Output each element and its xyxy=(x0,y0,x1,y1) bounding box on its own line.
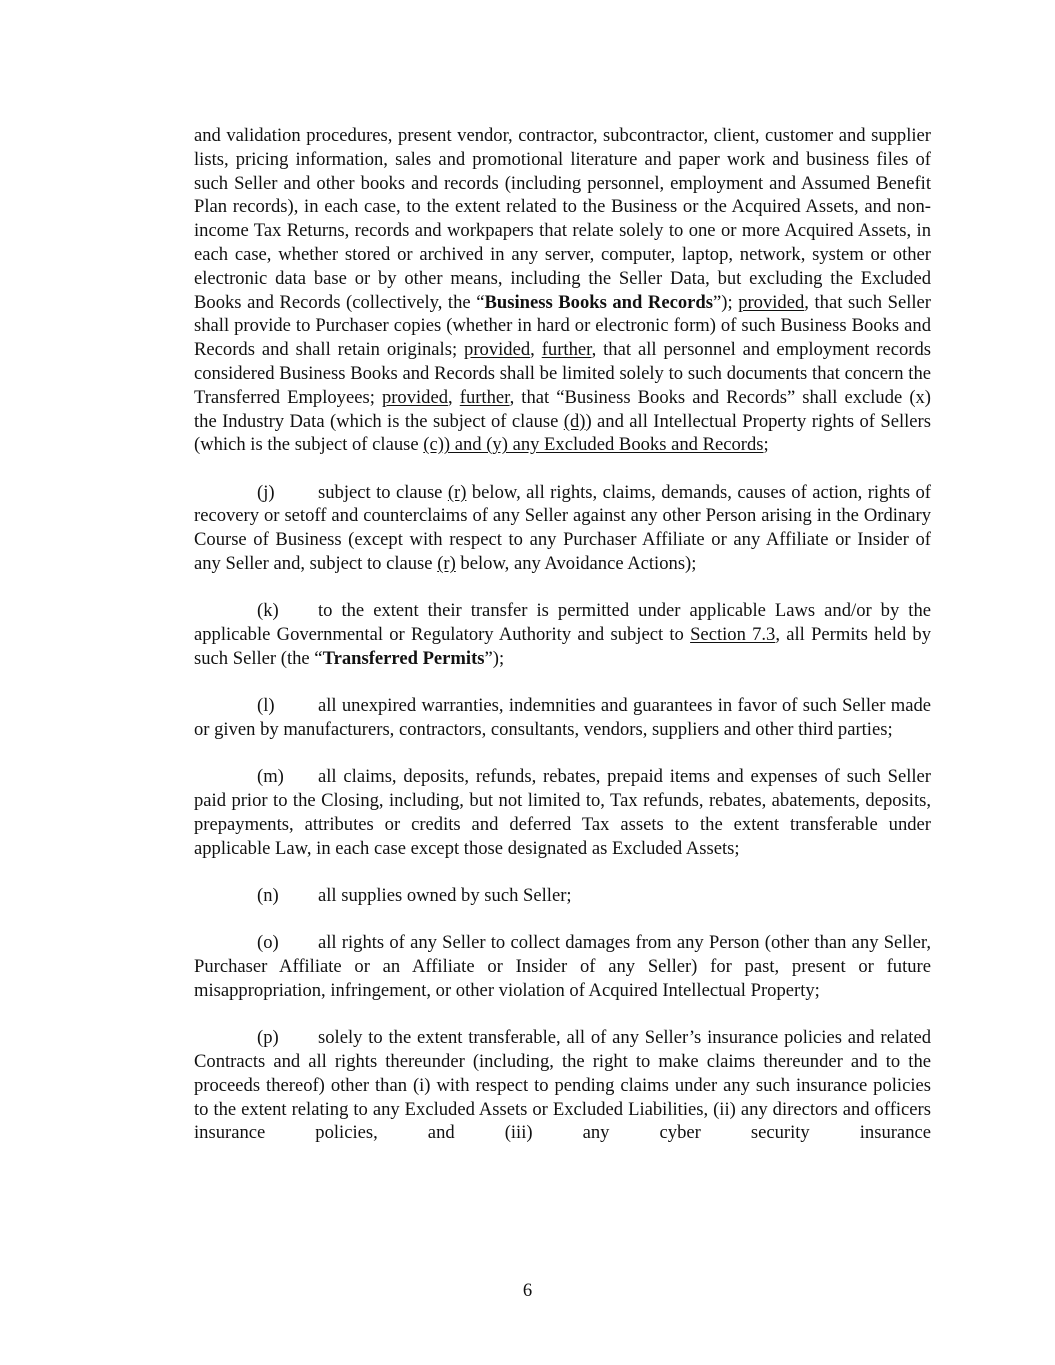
paragraph-k xyxy=(194,599,931,670)
clause-label: (k) xyxy=(257,600,279,622)
text-run: solely to the extent transferable, all of any Seller’s insurance policies and related Contracts and all rights thereunder (including, the right to make claims thereunder and to the proceeds thereof) other than (i) with respect to pending claims under any such insurance policies to the extent relating to any Excluded Assets or Excluded Liabilities, (ii) any directors and officers insurance policies, and (iii) any cyber security insurance xyxy=(194,1027,931,1144)
text-run: ; xyxy=(763,434,769,456)
text-run: , xyxy=(530,339,542,361)
text-run: and validation procedures, present vendor, contractor, subcontractor, client, customer and supplier lists, pricing information, sales and promotional literature and paper work and business files of such Seller and other books and records (including personnel, employment and Assumed Benefit Plan records), in each case, to the extent related to the Business or the Acquired Assets, and non-income Tax Returns, records and workpapers that relate solely to one or more Acquired Assets, in each case, whether stored or archived in any server, computer, laptop, network, system or other electronic data base or by other means, including the Seller Data, but excluding the Excluded Books and Records (collectively, the “ xyxy=(194,125,931,313)
paragraph-m xyxy=(194,765,931,860)
clause-label: (p) xyxy=(257,1027,279,1049)
text-run: subject to clause xyxy=(318,481,448,503)
text-run: , xyxy=(448,386,460,408)
text-run: ”); xyxy=(713,291,739,313)
paragraph-l xyxy=(194,694,931,742)
text-run: , that such Seller shall provide to Purchaser copies (whether in hard or electronic form) of such Business Books and Records and shall retain originals; xyxy=(194,291,931,361)
text-run: below, all rights, claims, demands, causes of action, rights of recovery or setoff and counterclaims of any Seller against any other Person arising in the Ordinary Course of Business (except with respect to any Purchaser Affiliate or any Affiliate or Insider of any Seller and, subject to clause xyxy=(194,481,931,575)
paragraph-o xyxy=(194,931,931,1002)
text-run: , that “Business Books and Records” shall exclude (x) the Industry Data (which is the subject of clause xyxy=(194,386,932,432)
clause-reference: (r) xyxy=(437,553,456,575)
text-run: all claims, deposits, refunds, rebates, prepaid items and expenses of such Seller paid prior to the Closing, including, but not limited to, Tax refunds, rebates, abatements, deposits, prepayments, attributes or credits and deferred Tax assets to the extent transferable under applicable Law, in each case except those designated as Excluded Assets; xyxy=(194,766,931,859)
section-reference: Section 7.3 xyxy=(690,624,776,646)
text-run: ”); xyxy=(484,647,505,669)
clause-label: (j) xyxy=(257,481,275,503)
text-run: , that all personnel and employment records considered Business Books and Records shall be limited solely to such documents that concern the Transferred Employees; xyxy=(194,339,932,408)
underlined-term: provided xyxy=(381,386,449,408)
underlined-term: provided xyxy=(464,339,531,361)
clause-reference: (d) xyxy=(563,410,586,432)
underlined-term: provided xyxy=(738,291,805,313)
defined-term: Transferred Permits xyxy=(322,647,485,669)
text-run: all unexpired warranties, indemnities and guarantees in favor of such Seller made or given by manufacturers, contractors, consultants, vendors, suppliers and other third parties; xyxy=(194,695,931,741)
clause-label: (l) xyxy=(257,695,275,717)
page-number: 6 xyxy=(522,1280,533,1301)
underlined-term: further xyxy=(459,386,510,408)
text-run: ) and all Intellectual Property rights of Sellers (which is the subject of clause xyxy=(194,410,931,456)
clause-reference: (c)) and (y) any Excluded Books and Records xyxy=(423,434,764,456)
text-run: all rights of any Seller to collect damages from any Person (other than any Seller, Purchaser Affiliate or an Affiliate or Insider of any Seller) for past, present or future misappropriation, infringement, or other violation of Acquired Intellectual Property; xyxy=(194,932,931,1001)
paragraph-p xyxy=(194,1026,931,1145)
text-run: to the extent their transfer is permitted under applicable Laws and/or by the applicable Governmental or Regulatory Authority and subject to xyxy=(194,600,931,646)
text-run: all supplies owned by such Seller; xyxy=(318,885,572,907)
text-run: , all Permits held by such Seller (the “ xyxy=(194,624,931,669)
document-page xyxy=(194,124,931,1169)
underlined-term: further xyxy=(541,339,592,361)
clause-reference: (r) xyxy=(447,481,467,503)
paragraph-j xyxy=(194,481,931,576)
clause-label: (o) xyxy=(257,932,279,954)
text-run: below, any Avoidance Actions); xyxy=(455,553,697,575)
paragraph-i-continuation xyxy=(194,124,931,457)
paragraph-n xyxy=(194,884,931,908)
defined-term: Business Books and Records xyxy=(484,291,713,313)
clause-label: (n) xyxy=(257,885,279,907)
clause-label: (m) xyxy=(257,766,284,788)
